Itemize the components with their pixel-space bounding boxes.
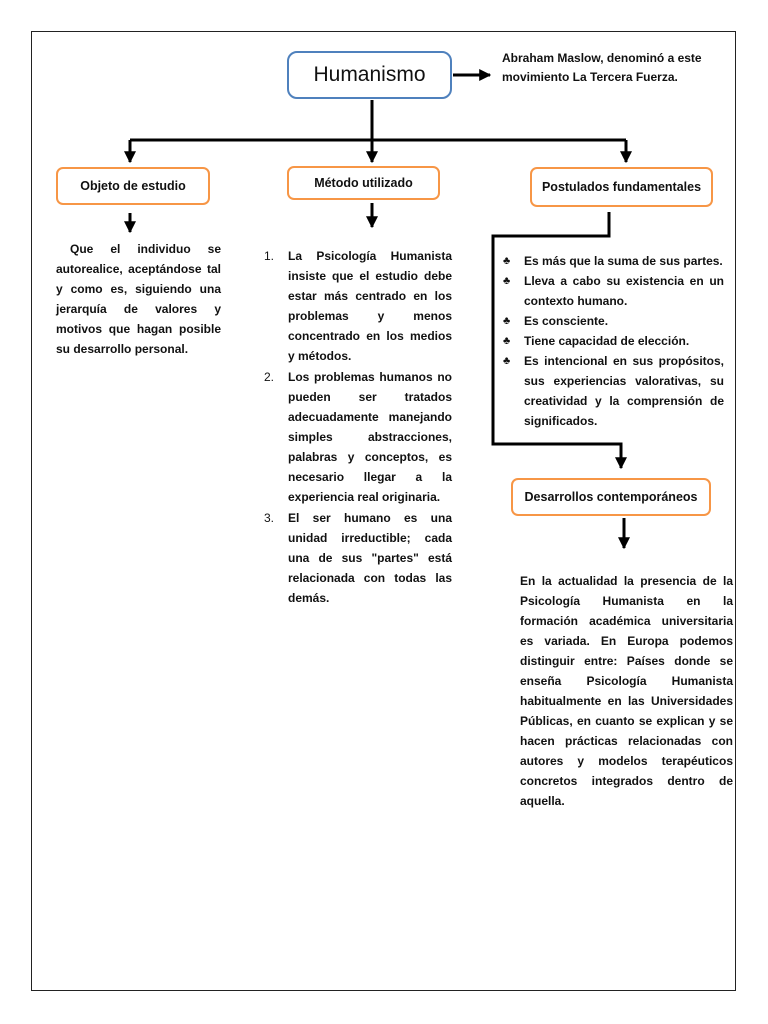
title-note — [502, 49, 712, 87]
metodo-item-number: 2. — [264, 370, 275, 384]
desarrollos-box — [511, 478, 711, 516]
metodo-item-text: La Psicología Humanista insiste que el estudio debe estar más centrado en los problemas y menos concentrado en los medios y métodos. — [288, 249, 452, 363]
metodo-item-text: El ser humano es una unidad irreductible; cada una de sus "partes" está relacionada con todas las demás. — [288, 511, 452, 605]
objeto-description — [56, 239, 221, 359]
postulados-item — [501, 271, 724, 311]
metodo-list — [264, 246, 452, 609]
club-bullet-icon: ♣ — [503, 255, 511, 267]
club-bullet-icon: ♣ — [503, 355, 511, 367]
title-note-text: Abraham Maslow, denominó a este movimiento La Tercera Fuerza. — [502, 51, 702, 84]
desarrollos-description — [520, 571, 733, 811]
metodo-label: Método utilizado — [314, 176, 413, 190]
metodo-item — [264, 367, 452, 507]
postulados-item-text: Lleva a cabo su existencia en un contexto humano. — [524, 274, 724, 308]
desarrollos-description-text: En la actualidad la presencia de la Psicología Humanista en la formación académica universitaria es variada. En Europa podemos distinguir entre: Países donde se enseña Psicología Humanista habitualmente en las Universidades Públicas, en cuanto se explican y se hacen prácticas relacionadas con autores y modelos terapéuticos concretos integrados dentro de aquella. — [520, 574, 733, 808]
metodo-item-number: 1. — [264, 249, 275, 263]
metodo-item — [264, 508, 452, 608]
metodo-item — [264, 246, 452, 366]
postulados-item-text: Es consciente. — [524, 314, 609, 328]
postulados-item — [501, 351, 724, 431]
desarrollos-label: Desarrollos contemporáneos — [524, 490, 698, 504]
metodo-item-number: 3. — [264, 511, 275, 525]
postulados-item — [501, 251, 724, 271]
metodo-box — [287, 166, 440, 200]
postulados-box — [530, 167, 713, 207]
postulados-item-text: Tiene capacidad de elección. — [524, 334, 690, 348]
postulados-item — [501, 331, 724, 351]
postulados-item — [501, 311, 724, 331]
postulados-item-text: Es intencional en sus propósitos, sus experiencias valorativas, su creatividad y la comprensión de significados. — [524, 354, 724, 428]
objeto-description-text: Que el individuo se autorealice, aceptándose tal y como es, siguiendo una jerarquía de valores y motivos que hagan posible su desarrollo personal. — [56, 242, 221, 356]
metodo-item-text: Los problemas humanos no pueden ser tratados adecuadamente manejando simples abstracciones, palabras y conceptos, es necesario llegar a la experiencia real originaria. — [288, 370, 452, 504]
club-bullet-icon: ♣ — [503, 315, 511, 327]
postulados-item-text: Es más que la suma de sus partes. — [524, 254, 723, 268]
objeto-label: Objeto de estudio — [80, 179, 186, 193]
objeto-box — [56, 167, 210, 205]
club-bullet-icon: ♣ — [503, 335, 511, 347]
title-text: Humanismo — [313, 63, 426, 86]
postulados-list — [501, 251, 724, 431]
postulados-label: Postulados fundamentales — [541, 180, 702, 194]
club-bullet-icon: ♣ — [503, 275, 511, 287]
title-box — [287, 51, 452, 99]
